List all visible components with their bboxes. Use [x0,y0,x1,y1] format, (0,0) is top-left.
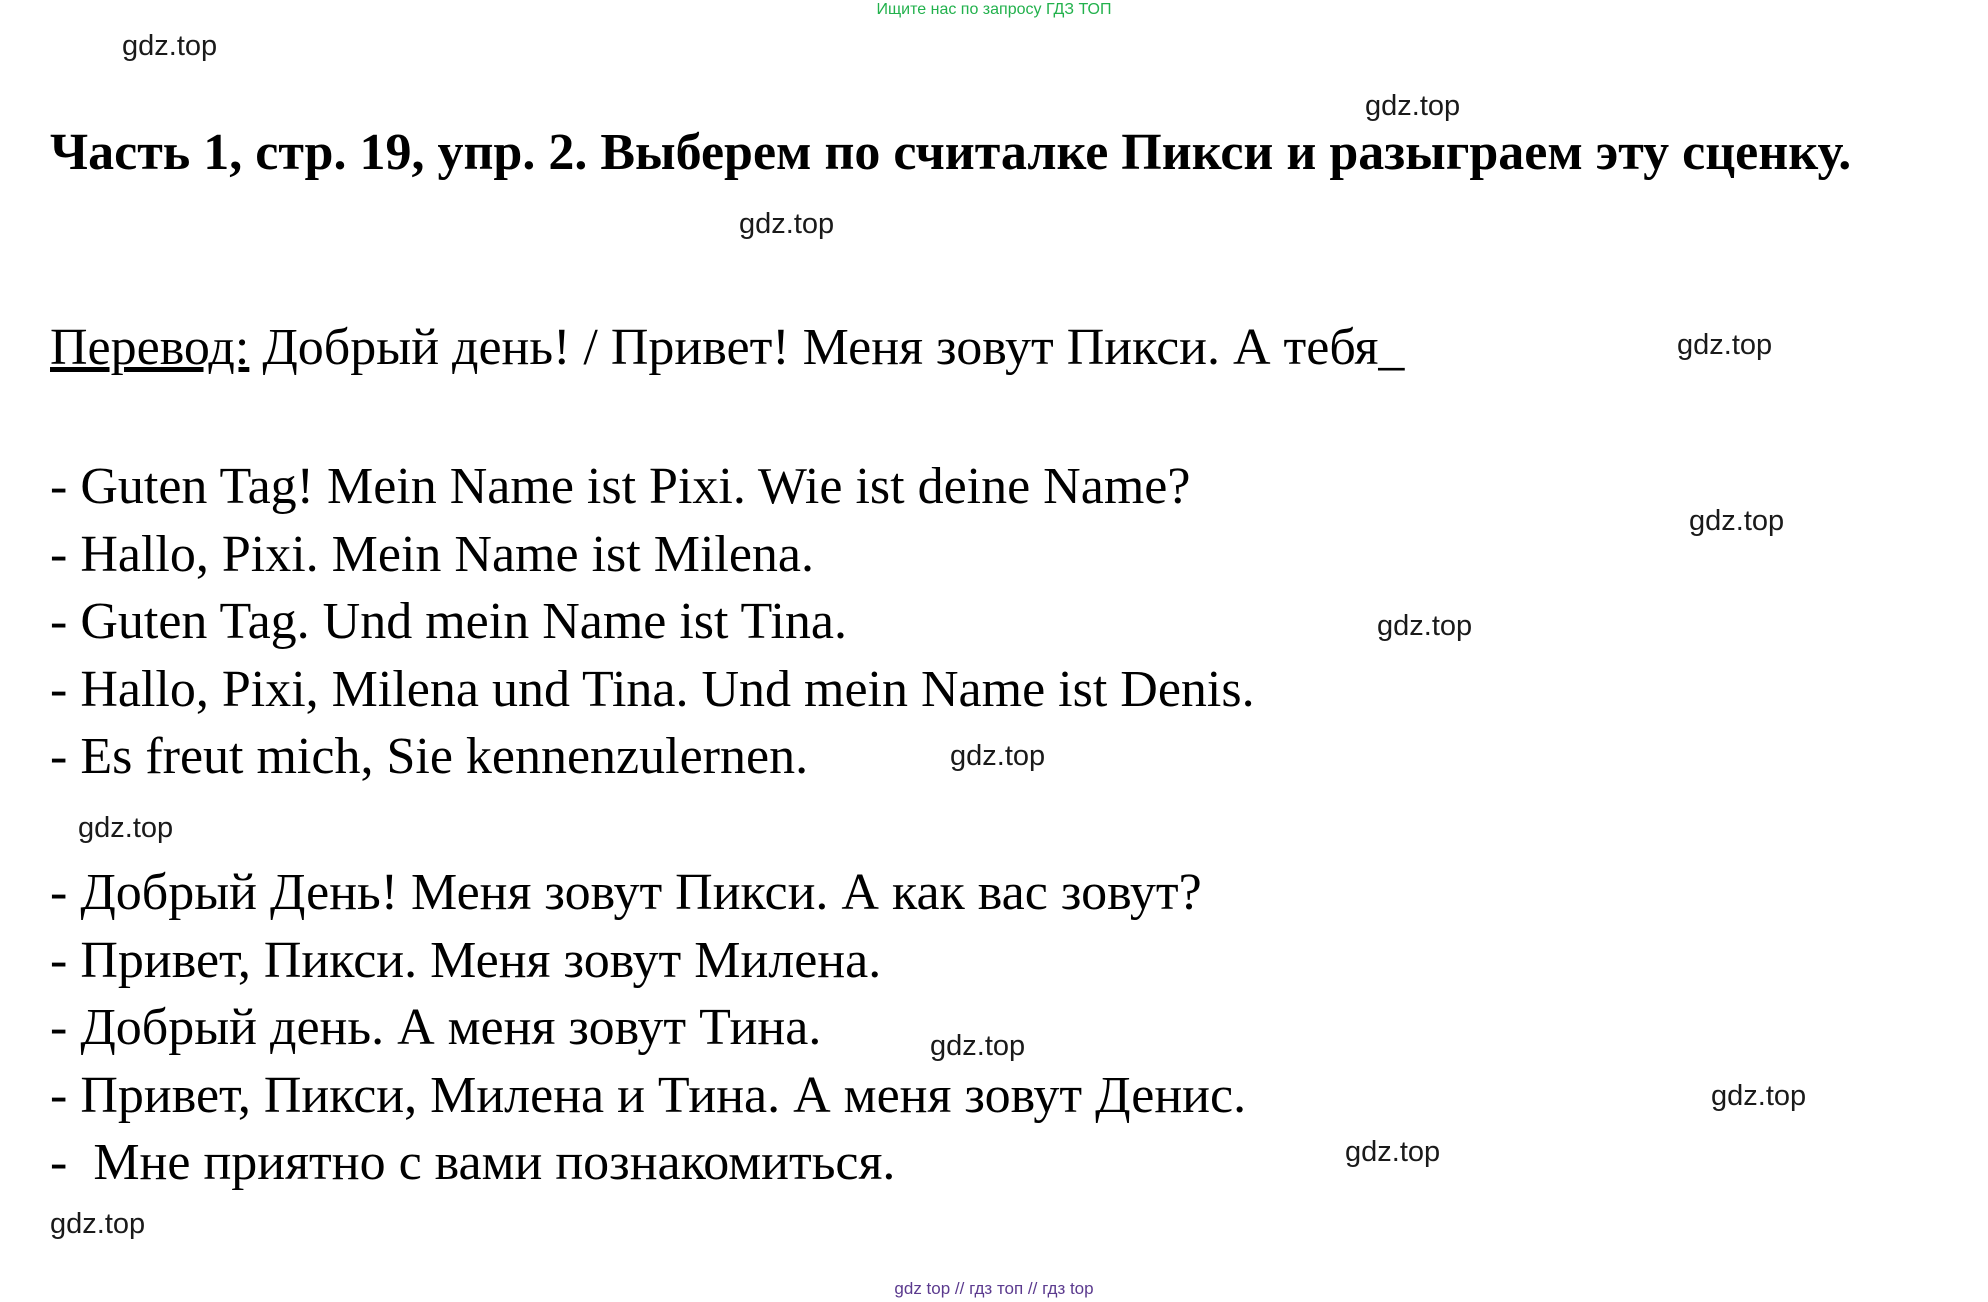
translation-line [50,318,1404,377]
watermark: gdz.top [78,812,174,844]
dialogue-line: - Привет, Пикси. Меня зовут Милена. [50,931,882,989]
top-banner: Ищите нас по запросу ГДЗ ТОП [876,1,1112,18]
german-dialogue [50,453,1255,791]
dialogue-line: - Guten Tag. Und mein Name ist Tina. [50,593,848,650]
translation-text: Добрый день! / Привет! Меня зовут Пикси. А тебя_ [249,319,1405,376]
watermark: gdz.top [930,1030,1026,1062]
watermark: gdz.top [1711,1080,1807,1112]
dialogue-line: - Es freut mich, Sie kennenzulernen. [50,728,809,785]
watermark: gdz.top [1677,329,1773,361]
watermark: gdz.top [950,740,1046,772]
dialogue-line: - Hallo, Pixi. Mein Name ist Milena. [50,525,815,583]
watermark: gdz.top [1345,1136,1441,1168]
watermark: gdz.top [739,208,835,240]
watermark: gdz.top [1689,505,1785,537]
dialogue-line: - Hallo, Pixi, Milena und Tina. Und mein Name ist Denis. [50,660,1255,718]
dialogue-line: - Guten Tag! Mein Name ist Pixi. Wie ist deine Name? [50,458,1191,515]
watermark: gdz.top [1365,90,1461,122]
russian-dialogue [50,859,1246,1197]
dialogue-line: - Привет, Пикси, Милена и Тина. А меня зовут Денис. [50,1066,1247,1124]
watermark: gdz.top [122,30,218,62]
translation-label: Перевод: [50,319,250,376]
dialogue-line: - Добрый День! Меня зовут Пикси. А как вас зовут? [50,864,1202,921]
dialogue-line: - Мне приятно с вами познакомиться. [50,1134,896,1191]
watermark: gdz.top [50,1208,146,1240]
watermark: gdz.top [1377,610,1473,642]
footer: gdz top // гдз топ // гдз top [894,1279,1094,1298]
page-title: Часть 1, стр. 19, упр. 2. Выберем по считалке Пикси и разыграем эту сценку. [50,124,1852,181]
dialogue-line: - Добрый день. А меня зовут Тина. [50,999,822,1056]
